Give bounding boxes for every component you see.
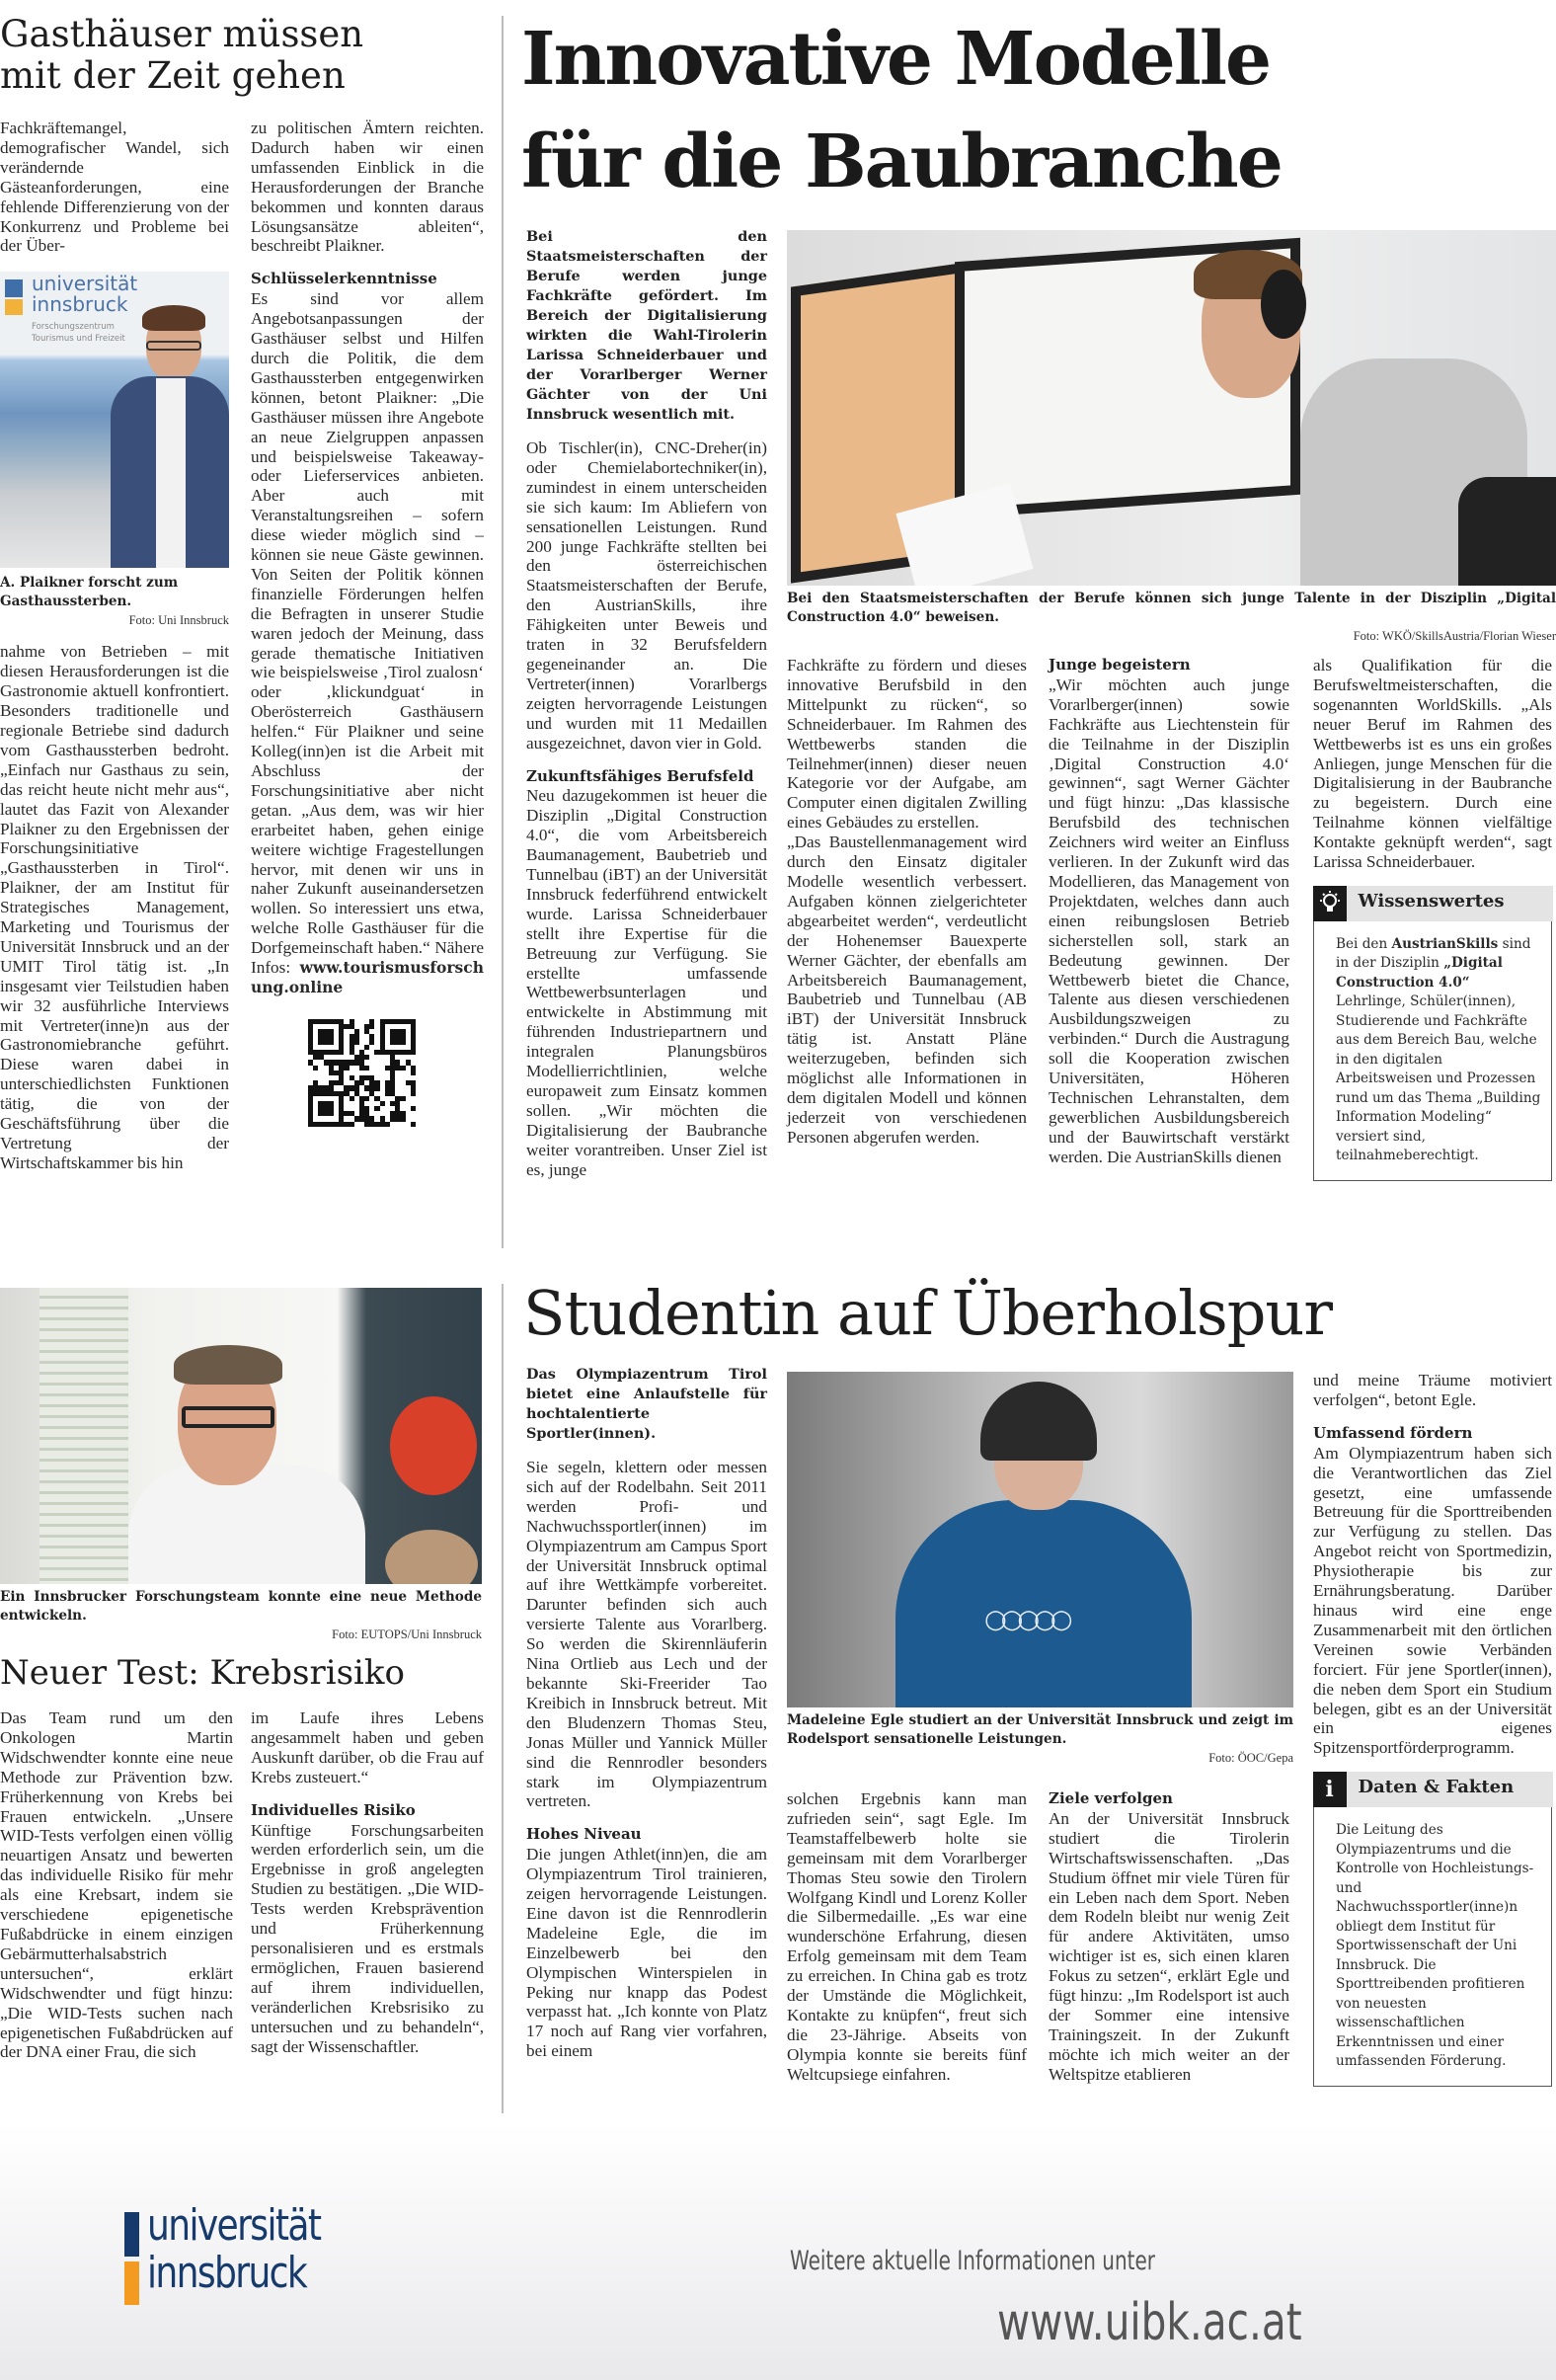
baubranche-col2-p1: Fachkräfte zu fördern und dieses innovative Berufsbild in den Mittelpunkt zu rücken“, so Schneiderbauer. Im Rahmen des Wettbewerbs standen die Teilnehmer(innen) dieser neuen Kategorie vor der Aufgabe, am Computer einen digitalen Zwilling eines Gebäudes zu erstellen. <box>787 656 1027 833</box>
spacer <box>251 256 484 270</box>
petri-dish-beige <box>385 1530 478 1584</box>
baubranche-col2 <box>787 656 1027 1148</box>
egle-photo <box>787 1372 1293 1707</box>
krebs-subhead: Individuelles Risiko <box>251 1800 416 1819</box>
wissenswertes-box <box>1313 890 1552 1181</box>
wissen-text-1: Bei den <box>1336 935 1392 952</box>
chair <box>1458 477 1556 586</box>
studentin-subhead-1: Hohes Niveau <box>526 1825 642 1844</box>
studentin-col3 <box>1049 1789 1289 2085</box>
krebs-col1-body: Das Team rund um den Onkologen Martin Widschwendter konnte eine neue Methode zur Prävention bzw. Früherkennung von Krebs bei Frauen entwickeln. „Unsere WID-Tests verfolgen einen völlig neuartigen Ansatz und bewerten das individuelle Risiko für mehr als eine Krebsart, indem sie verschiedene epigenetische Fußabdrücke in einem einzigen Gebärmutterhalsabstrich untersuchen“, erklärt Widschwendter und fügt hinzu: „Die WID-Tests suchen nach epigenetischen Fußabdrücken auf der DNA einer Frau, die sich <box>0 1708 233 2062</box>
studentin-col2 <box>787 1789 1027 2085</box>
krebs-col2-body: im Laufe ihres Lebens angesammelt haben und geben Auskunft darüber, ob die Frau auf Krebs zusteuert.“ <box>251 1708 484 1786</box>
spacer <box>526 754 767 767</box>
studentin-subhead-3: Umfassend fördern <box>1313 1423 1473 1442</box>
tourismusforschung-link[interactable]: www.tourismusforschung.online <box>251 958 484 996</box>
banner-logo-orange-square <box>5 299 23 315</box>
krebs-col1 <box>0 1708 233 2062</box>
spacer <box>526 425 767 438</box>
gasthaus-headline-line2: mit der Zeit gehen <box>0 54 346 97</box>
wissen-bold-1: AustrianSkills <box>1391 935 1499 952</box>
baubranche-col4 <box>1313 656 1552 1181</box>
studentin-col2-body: solchen Ergebnis kann man zufrieden sein“, sagt Egle. Im Teamstaffelbewerb holte sie gemeinsam mit dem Vorarlberger Thomas Steu sowie den Tirolern Wolfgang Kindl und Lorenz Koller die Silbermedaille. „Es war eine wunderschöne Erfahrung, diesen Erfolg gemeinsam mit dem Team zu erreichen. In China gab es trotz der Umstände die Möglichkeit, Kontakte zu knüpfen“, freut sich die 23-Jährige. Abseits von Olympia konnte sie bereits fünf Weltcupsiege einfahren. <box>787 1789 1027 2084</box>
footer-url[interactable]: www.uibk.ac.at <box>997 2293 1302 2352</box>
gasthaus-col1-bottom: nahme von Betrieben – mit diesen Herausforderungen ist die Gastronomie aktuell konfrontiert. Besonders traditionelle und regionale Betriebe sind dadurch vom Gasthaussterben bedroht. „Einfach nur Gasthaus zu sein, das reicht heute nicht mehr aus“, lautet das Fazit von Alexander Plaikner zu den Ergebnissen der Forschungsinitiative „Gasthaussterben in Tirol“. Plaikner, der am Institut für Strategisches Management, Marketing und Tourismus der Universität Innsbruck und an der UMIT Tirol tätig ist. „In insgesamt vier Teilstudien haben wir 32 ausführliche Interviews mit Vertreter(inne)n aus der Gastronomiebranche geführt. Diese waren dabei in unterschiedlichsten Funktionen tätig, die von der Geschäftsführung über die Vertretung der Wirtschaftskammer bis hin <box>0 642 229 1172</box>
gasthaus-col2 <box>251 119 484 1127</box>
researcher-glasses <box>182 1406 274 1428</box>
info-icon: i <box>1313 1772 1347 1807</box>
gasthaus-subhead: Schlüsselerkenntnisse <box>251 270 437 288</box>
gasthaus-headline-line1: Gasthäuser müssen <box>0 13 364 55</box>
wissenswertes-header <box>1313 886 1553 921</box>
widschwendter-caption <box>0 1588 482 1644</box>
spacer <box>526 1811 767 1825</box>
headphones <box>1261 270 1306 339</box>
footer-tagline: Weitere aktuelle Informationen unter <box>790 2246 1155 2276</box>
studentin-subhead-2: Ziele verfolgen <box>1049 1789 1173 1807</box>
banner-sub2: Tourismus und Freizeit <box>32 334 125 345</box>
baubranche-lead: Bei den Staatsmeisterschaften der Berufe werden junge Fachkräfte gefördert. Im Bereich der Digitalisierung wirkten die Wahl-Tirolerin Larissa Schneiderbauer und der Vorarlberger Werner Gächter von der Uni Innsbruck wesentlich mit. <box>526 228 767 423</box>
studentin-col1-body: Sie segeln, klettern oder messen sich auf der Rodelbahn. Seit 2011 werden Profi- und Nachwuchssportler(innen) im Olympiazentrum am Campus Sport der Universität Innsbruck optimal auf ihre Wettkämpfe vorbereitet. Darunter befinden sich auch versierte Talente aus Vorarlberg. So werden die Skirennläuferin Nina Ortlieb aus Lech und der bekannte Ski-Freerider Tao Kreibich in Innsbruck betreut. Mit den Bludenzern Thomas Steu, Jonas Müller und Yannick Müller sind die Rennrodler besonders stark im Olympiazentrum vertreten. <box>526 1458 767 1811</box>
baubranche-headline <box>521 8 1548 213</box>
logo-line2: innsbruck <box>147 2248 307 2298</box>
widschwendter-caption-text: Ein Innsbrucker Forschungsteam konnte eine neue Methode entwickeln. <box>0 1589 482 1624</box>
banner-sub1: Forschungszentrum <box>32 322 115 333</box>
studentin-col1-body2: Die jungen Athlet(inn)en, die am Olympiazentrum Tirol trainieren, zeigen hervorragende Leistungen. Eine davon ist die Rennrodlerin Madeleine Egle, die im Einzelbewerb bei den Olympischen Winterspielen in Peking nur knapp das Podest verpasst hat. „Ich konnte von Platz 17 noch auf Rang vier vorfahren, bei einem <box>526 1845 767 2061</box>
gasthaus-headline <box>0 14 494 97</box>
studentin-col4-body2: Am Olympiazentrum haben sich die Verantwortlichen das Ziel gesetzt, eine umfassende Betreuung für die Sporttreibenden zur Verfügung zu stellen. Das Angebot reicht von Sportmedizin, Physiotherapie bis zur Ernährungsberatung. Darüber hinaus wird eine enge Zusammenarbeit mit den örtlichen Vereinen sowie Verbänden forciert. Für jene Sportler(innen), die neben dem Sport ein Studium belegen, gibt es an der Universität ein eigenes Spitzensportförderprogramm. <box>1313 1443 1552 1758</box>
gasthaus-col2-body <box>251 289 484 997</box>
logo-orange-square <box>124 2261 139 2305</box>
krebs-col2-body2: Künftige Forschungsarbeiten werden erforderlich sein, um die Ergebnisse in groß angelegten Studien zu bestätigen. „Die WID-Tests werden Krebsprävention und Früherkennung personalisieren und es erstmals ermöglichen, Frauen basierend auf ihrem individuellen, veränderlichen Krebsrisiko zu untersuchen und zu behandeln“, sagt der Wissenschaftler. <box>251 1820 484 2056</box>
egle-caption-text: Madeleine Egle studiert an der Universität Innsbruck und zeigt im Rodelsport sensationelle Leistungen. <box>787 1712 1293 1747</box>
studentin-lead: Das Olympiazentrum Tirol bietet eine Anlaufstelle für hochtalentierte Sportler(innen). <box>526 1366 767 1442</box>
baubranche-headline-line1: Innovative Modelle <box>521 17 1271 102</box>
baubranche-subhead-1: Zukunftsfähiges Berufsfeld <box>526 766 754 785</box>
lightbulb-icon <box>1313 886 1347 921</box>
plaikner-caption-text: A. Plaikner forscht zum Gasthaussterben. <box>0 575 179 610</box>
olympic-rings: ○○○○○ <box>984 1605 1067 1634</box>
gasthaus-col2-text: Es sind vor allem Angebotsanpassungen der Gasthäuser selbst und Hilfen durch die Politik, die dem Gasthaussterben entgegenwirken können, betont Plaikner: „Die Gasthäuser müssen ihre Angebote an neue Zielgruppen anpassen und beispielsweise Takeaway- oder Lieferservices anbieten. Aber auch mit Veranstaltungsreihen – sofern diese wieder möglich sind – können sie neue Gäste gewinnen. Von Seiten der Politik können finanzielle Förderungen helfen die Befragten in unserer Studie waren jedoch der Meinung, dass gerade thematische Initiativen wie beispielsweise ‚Tirol zualosn‘ oder ‚klickundguat‘ in Oberösterreich Gasthäusern helfen.“ Für Plaikner und seine Kolleg(inn)en ist die Arbeit mit Abschluss der Forschungsinitiative aber nicht getan. „Aus dem, was wir hier erarbeitet haben, gehen einige weitere wichtige Fragestellungen hervor, mit denen wir uns in naher Zukunft auseinandersetzen wollen. So interessiert uns etwa, welche Rolle Gasthäuser für die Dorfgemeinschaft haben.“ <box>251 289 484 958</box>
baubranche-col3-body: „Wir möchten auch junge Vorarlberger(innen) sowie Fachkräfte aus Liechtenstein für die Teilnahme in der Disziplin ‚Digital Construction 4.0‘ gewinnen“, sagt Werner Gächter und fügt hinzu: „Das klassische Berufsbild des technischen Zeichners wird weiter an Einfluss verlieren. In der Zukunft wird das Modellieren, das Management von Projektdaten, welches dann auch einen reibungslosen Betrieb sicherstellen soll, stark an Bedeutung gewinnen. Der Wettbewerb bietet die Chance, Talente aus diesen verschiedenen Ausbildungszweigen zu verbinden.“ Durch die Austragung soll die Kooperation zwischen Universitäten, Höheren Technischen Lehranstalten, dem gewerblichen Ausbildungsbereich und der Bauwirtschaft verstärkt werden. Die AustrianSkills dienen <box>1049 674 1289 1166</box>
banner-logo-blue-square <box>5 279 23 297</box>
plaikner-photo-credit: Foto: Uni Innsbruck <box>128 613 229 628</box>
qr-module <box>411 1122 416 1127</box>
wissen-text-2: sind in der Disziplin <box>1336 935 1531 972</box>
researcher-hair <box>174 1345 282 1385</box>
baubranche-subhead-2: Junge begeistern <box>1049 656 1191 674</box>
daten-fakten-text: Die Leitung des Olympiazentrums und die Kontrolle von Hochleistungs- und Nachwuchssportler(inne)n obliegt dem Institut für Sportwissenschaft der Uni Innsbruck. Die Sporttreibenden profitieren von neuesten wissenschaftlichen Erkenntnissen und einer umfassenden Förderung. <box>1336 1822 1534 2070</box>
logo-text <box>147 2202 320 2297</box>
studentin-col3-body: An der Universität Innsbruck studiert die Tirolerin Wirtschaftswissenschaften. „Das Studium öffnet mir viele Türen für ein Leben nach dem Sport. Neben dem Rodeln bleibt nur wenig Zeit für andere Aktivitäten, umso wichtiger ist es, sich einen klaren Fokus zu setzen“, erklärt Egle und fügt hinzu: „Im Rodelsport ist auch der Sommer eine intensive Trainingszeit. In der Zukunft möchte ich mich weiter an der Weltspitze etablieren <box>1049 1808 1289 2084</box>
column-divider-left-bottom <box>502 1284 504 2113</box>
krebs-headline: Neuer Test: Krebsrisiko <box>0 1653 405 1693</box>
spacer <box>526 1444 767 1458</box>
wissenswertes-title: Wissenswertes <box>1358 890 1505 912</box>
egle-photo-credit: Foto: ÖOC/Gepa <box>1208 1751 1293 1765</box>
egle-caption <box>787 1711 1293 1768</box>
person-shirt <box>156 378 186 568</box>
gasthaus-col1 <box>0 119 229 1173</box>
banner-line2: innsbruck <box>32 292 128 317</box>
skills-photo <box>787 230 1556 586</box>
wissen-bold-2: „Digital Construction 4.0“ <box>1336 955 1503 991</box>
studentin-col4 <box>1313 1371 1552 2087</box>
studentin-col4-body: und meine Träume motiviert verfolgen“, betont Egle. <box>1313 1371 1552 1409</box>
person-hair <box>142 305 205 331</box>
skills-photo-credit: Foto: WKÖ/SkillsAustria/Florian Wieser <box>1353 629 1556 643</box>
person-glasses <box>146 341 201 351</box>
studentin-col1 <box>526 1365 767 2061</box>
baubranche-col1-body: Ob Tischler(in), CNC-Dreher(in) oder Chemielabortechniker(in), zumindest in einem unterscheiden sie sich kaum: Im Abliefern von sensationellen Leistungen. Rund 200 junge Fachkräfte stellten bei den österreichischen Staatsmeisterschaften der Berufe, den AustrianSkills, ihre Fähigkeiten unter Beweis und traten in 32 Berufsfeldern gegeneinander an. Die Vertreter(innen) Vorarlbergs zeigten hervorragende Leistungen und wurden mit 11 Medaillen ausgezeichnet, davon vier in Gold. <box>526 438 767 753</box>
athlete-helmet <box>980 1382 1097 1461</box>
baubranche-col1 <box>526 227 767 1180</box>
banner-logo-text <box>32 274 137 315</box>
qr-code[interactable] <box>308 1019 484 1127</box>
krebs-col2 <box>251 1708 484 2056</box>
baubranche-headline-line2: für die Baubranche <box>521 119 1282 204</box>
gasthaus-col2-top: zu politischen Ämtern reichten. Dadurch haben wir einen umfassenden Einblick in die Herausforderungen der Branche bekommen und konnten daraus Lösungsansätze ableiten“, beschreibt Plaikner. <box>251 119 484 256</box>
spacer <box>251 1787 484 1801</box>
baubranche-col3 <box>1049 656 1289 1167</box>
baubranche-col4-body: als Qualifikation für die Berufsweltmeisterschaften, die sogenannten WorldSkills. „Als neuer Beruf im Rahmen des Wettbewerbs ist es uns ein großes Anliegen, junge Menschen für die Digitalisierung in der Baubranche zu begeistern. Durch eine Teilnahme können vielfältige Kontakte geknüpft werden“, sagt Larissa Schneiderbauer. <box>1313 656 1552 872</box>
column-divider-left-top <box>502 16 504 1248</box>
skills-caption-text: Bei den Staatsmeisterschaften der Berufe können sich junge Talente in der Disziplin „Digital Construction 4.0“ beweisen. <box>787 591 1556 625</box>
daten-fakten-title: Daten & Fakten <box>1358 1777 1515 1798</box>
baubranche-col1-body2: Neu dazugekommen ist heuer die Disziplin „Digital Construction 4.0“, die vom Arbeitsbereich Baumanagement, Baubetrieb und Tunnelbau (iBT) an der Universität Innsbruck federführend entwickelt wurde. Larissa Schneiderbauer stellt ihre Expertise für die Betreuung zur Verfügung. Sie erstellte umfassende Wettbewerbsunterlagen und entwickelte in Abstimmung mit führenden Industriepartnern und integralen Planungsbüros Modellierrichtlinien, welche europaweit zum Einsatz kommen sollen. „Wir möchten die Digitalisierung der Baubranche weiter vorantreiben. Unser Ziel ist es, junge <box>526 786 767 1179</box>
widschwendter-photo <box>0 1288 482 1584</box>
window-blinds <box>39 1288 128 1584</box>
skills-caption <box>787 590 1556 646</box>
plaikner-caption <box>0 574 229 630</box>
plaikner-photo <box>0 272 229 568</box>
wissenswertes-text <box>1314 921 1551 1180</box>
footer-banner <box>0 2123 1556 2380</box>
daten-fakten-header <box>1313 1772 1553 1807</box>
petri-dish-red <box>390 1396 477 1495</box>
studentin-headline: Studentin auf Überholspur <box>523 1277 1332 1349</box>
banner-subtext <box>32 321 130 345</box>
wissen-text-3: Lehrlinge, Schüler(innen), Studierende und Fachkräfte aus dem Bereich Bau, welche in den digitalen Arbeitsweisen und Prozessen rund um das Thema „Building Information Modeling“ versiert sind, teilnahmeberechtigt. <box>1336 993 1541 1164</box>
gasthaus-col1-top: Fachkräftemangel, demografischer Wandel, sich verändernde Gästeanforderungen, eine fehlende Differenzierung von der Konkurrenz und Probleme bei der Über- <box>0 119 229 256</box>
banner-line1: universität <box>32 272 138 296</box>
baubranche-col2-p2: „Das Baustellenmanagement wird durch den Einsatz digitaler Modelle wesentlich verbessert. Aufgaben können zielgerichteter abgearbeitet werden“, verdeutlicht der Hohenemser Bauexperte Werner Gächter, der ebenfalls am Arbeitsbereich Baumanagement, Baubetrieb und Tunnelbau (AB iBT) der Universität Innsbruck tätig ist. Anstatt Pläne weiterzugeben, befinden sich möglichst alle Informationen in dem digitalen Modell und können jederzeit von verschiedenen Personen abgerufen werden. <box>787 833 1027 1147</box>
daten-fakten-box <box>1313 1777 1552 2087</box>
logo-blue-square <box>124 2212 139 2257</box>
more-info-label: Nähere Infos: <box>251 938 485 978</box>
athlete-suit <box>895 1500 1192 1707</box>
researcher-coat <box>128 1466 365 1584</box>
spacer <box>1313 1410 1552 1424</box>
logo-line1: universität <box>147 2200 321 2251</box>
widschwendter-photo-credit: Foto: EUTOPS/Uni Innsbruck <box>332 1627 482 1641</box>
